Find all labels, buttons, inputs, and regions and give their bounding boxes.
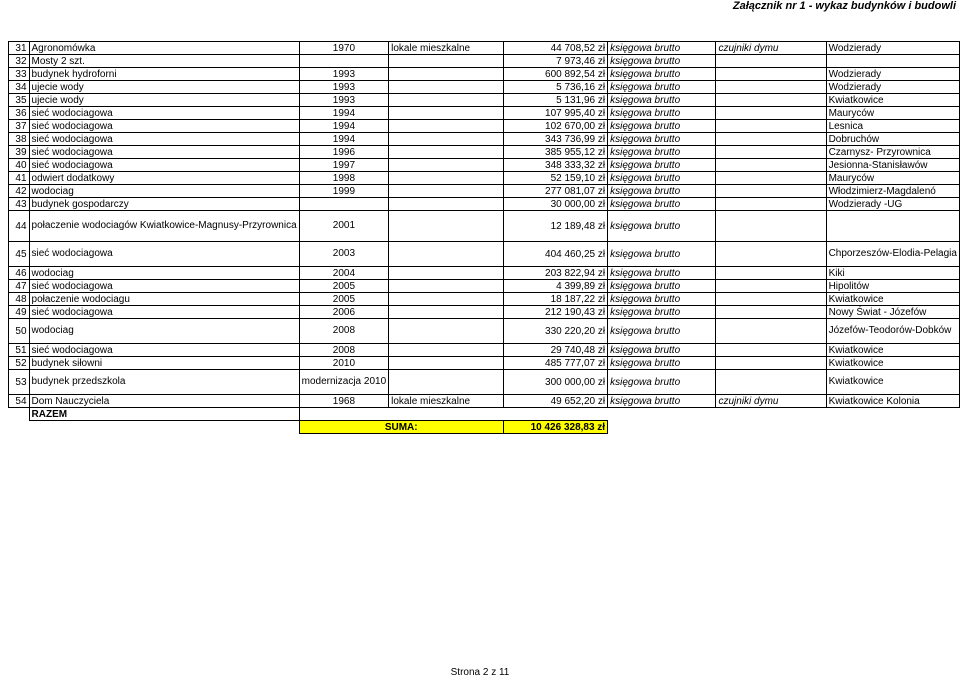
value-cell: 52 159,10 zł: [503, 172, 607, 185]
year-cell: 1997: [299, 159, 389, 172]
location-cell: Mauryców: [826, 172, 959, 185]
security-cell: [716, 306, 826, 319]
table-row: [9, 55, 960, 68]
row-number-cell: 35: [9, 94, 30, 107]
row-number-cell: 41: [9, 172, 30, 185]
row-number-cell: 52: [9, 357, 30, 370]
type-cell: [389, 146, 504, 159]
table-row: [9, 81, 960, 94]
valuation-basis-cell: księgowa brutto: [608, 198, 716, 211]
valuation-basis-cell: księgowa brutto: [608, 146, 716, 159]
location-cell: Wodzierady: [826, 42, 959, 55]
razem-filler: [299, 408, 959, 421]
object-name-cell: sieć wodociagowa: [29, 306, 299, 319]
row-number-cell: 34: [9, 81, 30, 94]
security-cell: [716, 280, 826, 293]
object-name-cell: budynek hydroforni: [29, 68, 299, 81]
value-cell: 203 822,94 zł: [503, 267, 607, 280]
object-name-cell: Mosty 2 szt.: [29, 55, 299, 68]
year-cell: 2008: [299, 319, 389, 344]
security-cell: [716, 293, 826, 306]
type-cell: [389, 267, 504, 280]
row-number-cell: 48: [9, 293, 30, 306]
object-name-cell: ujecie wody: [29, 94, 299, 107]
year-cell: 1994: [299, 133, 389, 146]
security-cell: [716, 267, 826, 280]
location-cell: Włodzimierz-Magdalenó: [826, 185, 959, 198]
location-cell: Kwiatkowice: [826, 94, 959, 107]
razem-spacer: [9, 408, 30, 421]
year-cell: 1994: [299, 107, 389, 120]
location-cell: Wodzierady: [826, 81, 959, 94]
suma-value: 10 426 328,83 zł: [503, 421, 607, 434]
row-number-cell: 38: [9, 133, 30, 146]
security-cell: [716, 172, 826, 185]
table-row: [9, 146, 960, 159]
security-cell: czujniki dymu: [716, 395, 826, 408]
valuation-basis-cell: księgowa brutto: [608, 185, 716, 198]
valuation-basis-cell: księgowa brutto: [608, 211, 716, 242]
valuation-basis-cell: księgowa brutto: [608, 344, 716, 357]
year-cell: 1994: [299, 120, 389, 133]
valuation-basis-cell: księgowa brutto: [608, 357, 716, 370]
row-number-cell: 33: [9, 68, 30, 81]
table-row: [9, 306, 960, 319]
table-row: [9, 319, 960, 344]
table-row: [9, 211, 960, 242]
type-cell: [389, 107, 504, 120]
type-cell: [389, 370, 504, 395]
year-cell: 2005: [299, 280, 389, 293]
year-cell: 1993: [299, 68, 389, 81]
year-cell: 2006: [299, 306, 389, 319]
type-cell: [389, 55, 504, 68]
row-number-cell: 39: [9, 146, 30, 159]
type-cell: [389, 306, 504, 319]
value-cell: 343 736,99 zł: [503, 133, 607, 146]
inventory-table: [8, 41, 960, 434]
type-cell: lokale mieszkalne: [389, 395, 504, 408]
location-cell: Kwiatkowice: [826, 370, 959, 395]
location-cell: Mauryców: [826, 107, 959, 120]
year-cell: 1996: [299, 146, 389, 159]
security-cell: [716, 55, 826, 68]
inventory-table-body: [9, 42, 960, 408]
location-cell: [826, 211, 959, 242]
security-cell: [716, 242, 826, 267]
security-cell: [716, 185, 826, 198]
year-cell: [299, 55, 389, 68]
table-row: [9, 344, 960, 357]
object-name-cell: sieć wodociagowa: [29, 133, 299, 146]
location-cell: Kwiatkowice: [826, 344, 959, 357]
year-cell: 1998: [299, 172, 389, 185]
value-cell: 44 708,52 zł: [503, 42, 607, 55]
value-cell: 49 652,20 zł: [503, 395, 607, 408]
location-cell: Wodzierady -UG: [826, 198, 959, 211]
type-cell: [389, 94, 504, 107]
location-cell: Kwiatkowice Kolonia: [826, 395, 959, 408]
location-cell: Jesionna-Stanisławów: [826, 159, 959, 172]
location-cell: Dobruchów: [826, 133, 959, 146]
valuation-basis-cell: księgowa brutto: [608, 81, 716, 94]
value-cell: 7 973,46 zł: [503, 55, 607, 68]
suma-row: [9, 421, 960, 434]
location-cell: Lesnica: [826, 120, 959, 133]
value-cell: 348 333,32 zł: [503, 159, 607, 172]
year-cell: 2008: [299, 344, 389, 357]
object-name-cell: wodociag: [29, 267, 299, 280]
value-cell: 30 000,00 zł: [503, 198, 607, 211]
table-row: [9, 370, 960, 395]
valuation-basis-cell: księgowa brutto: [608, 370, 716, 395]
value-cell: 102 670,00 zł: [503, 120, 607, 133]
location-cell: Józefów-Teodorów-Dobków: [826, 319, 959, 344]
table-row: [9, 107, 960, 120]
object-name-cell: sieć wodociagowa: [29, 344, 299, 357]
location-cell: Kwiatkowice: [826, 293, 959, 306]
type-cell: [389, 319, 504, 344]
table-row: [9, 395, 960, 408]
row-number-cell: 45: [9, 242, 30, 267]
type-cell: [389, 280, 504, 293]
security-cell: [716, 344, 826, 357]
year-cell: [299, 198, 389, 211]
object-name-cell: sieć wodociagowa: [29, 107, 299, 120]
location-cell: Kwiatkowice: [826, 357, 959, 370]
table-row: [9, 120, 960, 133]
table-row: [9, 357, 960, 370]
table-row: [9, 280, 960, 293]
suma-label: SUMA:: [299, 421, 503, 434]
valuation-basis-cell: księgowa brutto: [608, 120, 716, 133]
value-cell: 212 190,43 zł: [503, 306, 607, 319]
type-cell: [389, 242, 504, 267]
location-cell: Nowy Świat - Józefów: [826, 306, 959, 319]
object-name-cell: połaczenie wodociagu: [29, 293, 299, 306]
value-cell: 404 460,25 zł: [503, 242, 607, 267]
year-cell: 2001: [299, 211, 389, 242]
security-cell: [716, 159, 826, 172]
valuation-basis-cell: księgowa brutto: [608, 293, 716, 306]
razem-row: [9, 408, 960, 421]
valuation-basis-cell: księgowa brutto: [608, 68, 716, 81]
security-cell: [716, 120, 826, 133]
type-cell: [389, 172, 504, 185]
table-row: [9, 94, 960, 107]
type-cell: [389, 357, 504, 370]
row-number-cell: 49: [9, 306, 30, 319]
row-number-cell: 51: [9, 344, 30, 357]
location-cell: Kiki: [826, 267, 959, 280]
object-name-cell: Agronomówka: [29, 42, 299, 55]
year-cell: modernizacja 2010: [299, 370, 389, 395]
table-row: [9, 293, 960, 306]
type-cell: [389, 68, 504, 81]
valuation-basis-cell: księgowa brutto: [608, 319, 716, 344]
year-cell: 2010: [299, 357, 389, 370]
valuation-basis-cell: księgowa brutto: [608, 159, 716, 172]
security-cell: [716, 146, 826, 159]
valuation-basis-cell: księgowa brutto: [608, 172, 716, 185]
row-number-cell: 47: [9, 280, 30, 293]
row-number-cell: 42: [9, 185, 30, 198]
object-name-cell: odwiert dodatkowy: [29, 172, 299, 185]
security-cell: czujniki dymu: [716, 42, 826, 55]
table-row: [9, 242, 960, 267]
object-name-cell: wodociag: [29, 319, 299, 344]
row-number-cell: 54: [9, 395, 30, 408]
row-number-cell: 40: [9, 159, 30, 172]
valuation-basis-cell: księgowa brutto: [608, 242, 716, 267]
valuation-basis-cell: księgowa brutto: [608, 94, 716, 107]
location-cell: Hipolitów: [826, 280, 959, 293]
razem-label: RAZEM: [29, 408, 299, 421]
object-name-cell: ujecie wody: [29, 81, 299, 94]
value-cell: 330 220,20 zł: [503, 319, 607, 344]
row-number-cell: 46: [9, 267, 30, 280]
security-cell: [716, 370, 826, 395]
security-cell: [716, 198, 826, 211]
year-cell: 2003: [299, 242, 389, 267]
type-cell: [389, 293, 504, 306]
value-cell: 4 399,89 zł: [503, 280, 607, 293]
year-cell: 1970: [299, 42, 389, 55]
type-cell: [389, 133, 504, 146]
suma-spacer: [9, 421, 300, 434]
valuation-basis-cell: księgowa brutto: [608, 395, 716, 408]
table-row: [9, 172, 960, 185]
table-row: [9, 267, 960, 280]
row-number-cell: 44: [9, 211, 30, 242]
row-number-cell: 37: [9, 120, 30, 133]
table-row: [9, 198, 960, 211]
value-cell: 600 892,54 zł: [503, 68, 607, 81]
type-cell: [389, 120, 504, 133]
security-cell: [716, 81, 826, 94]
valuation-basis-cell: księgowa brutto: [608, 107, 716, 120]
value-cell: 12 189,48 zł: [503, 211, 607, 242]
security-cell: [716, 357, 826, 370]
page-number: Strona 2 z 11: [450, 667, 510, 678]
year-cell: 1968: [299, 395, 389, 408]
valuation-basis-cell: księgowa brutto: [608, 280, 716, 293]
security-cell: [716, 107, 826, 120]
security-cell: [716, 133, 826, 146]
location-cell: Czarnysz- Przyrownica: [826, 146, 959, 159]
location-cell: Chporzeszów-Elodia-Pelagia: [826, 242, 959, 267]
type-cell: [389, 185, 504, 198]
valuation-basis-cell: księgowa brutto: [608, 55, 716, 68]
object-name-cell: sieć wodociagowa: [29, 120, 299, 133]
type-cell: [389, 159, 504, 172]
value-cell: 300 000,00 zł: [503, 370, 607, 395]
security-cell: [716, 94, 826, 107]
row-number-cell: 43: [9, 198, 30, 211]
table-row: [9, 68, 960, 81]
value-cell: 485 777,07 zł: [503, 357, 607, 370]
summary-section: [9, 408, 960, 434]
object-name-cell: Dom Nauczyciela: [29, 395, 299, 408]
row-number-cell: 32: [9, 55, 30, 68]
value-cell: 18 187,22 zł: [503, 293, 607, 306]
object-name-cell: wodociag: [29, 185, 299, 198]
value-cell: 5 131,96 zł: [503, 94, 607, 107]
table-row: [9, 133, 960, 146]
object-name-cell: budynek gospodarczy: [29, 198, 299, 211]
valuation-basis-cell: księgowa brutto: [608, 133, 716, 146]
value-cell: 107 995,40 zł: [503, 107, 607, 120]
object-name-cell: budynek przedszkola: [29, 370, 299, 395]
security-cell: [716, 319, 826, 344]
valuation-basis-cell: księgowa brutto: [608, 267, 716, 280]
object-name-cell: sieć wodociagowa: [29, 146, 299, 159]
table-row: [9, 42, 960, 55]
type-cell: [389, 211, 504, 242]
type-cell: [389, 198, 504, 211]
object-name-cell: sieć wodociagowa: [29, 159, 299, 172]
table-row: [9, 159, 960, 172]
object-name-cell: sieć wodociagowa: [29, 242, 299, 267]
value-cell: 5 736,16 zł: [503, 81, 607, 94]
type-cell: [389, 81, 504, 94]
object-name-cell: budynek siłowni: [29, 357, 299, 370]
suma-filler: [608, 421, 960, 434]
year-cell: 1993: [299, 94, 389, 107]
type-cell: [389, 344, 504, 357]
inventory-table-container: [8, 41, 960, 434]
valuation-basis-cell: księgowa brutto: [608, 306, 716, 319]
year-cell: 2005: [299, 293, 389, 306]
object-name-cell: sieć wodociagowa: [29, 280, 299, 293]
year-cell: 2004: [299, 267, 389, 280]
valuation-basis-cell: księgowa brutto: [608, 42, 716, 55]
object-name-cell: połaczenie wodociagów Kwiatkowice-Magnusy-Przyrownica: [29, 211, 299, 242]
row-number-cell: 31: [9, 42, 30, 55]
year-cell: 1999: [299, 185, 389, 198]
value-cell: 277 081,07 zł: [503, 185, 607, 198]
page-title: Załącznik nr 1 - wykaz budynków i budowli: [732, 0, 956, 12]
value-cell: 29 740,48 zł: [503, 344, 607, 357]
security-cell: [716, 68, 826, 81]
security-cell: [716, 211, 826, 242]
location-cell: [826, 55, 959, 68]
table-row: [9, 185, 960, 198]
year-cell: 1993: [299, 81, 389, 94]
type-cell: lokale mieszkalne: [389, 42, 504, 55]
row-number-cell: 53: [9, 370, 30, 395]
row-number-cell: 36: [9, 107, 30, 120]
location-cell: Wodzierady: [826, 68, 959, 81]
value-cell: 385 955,12 zł: [503, 146, 607, 159]
row-number-cell: 50: [9, 319, 30, 344]
